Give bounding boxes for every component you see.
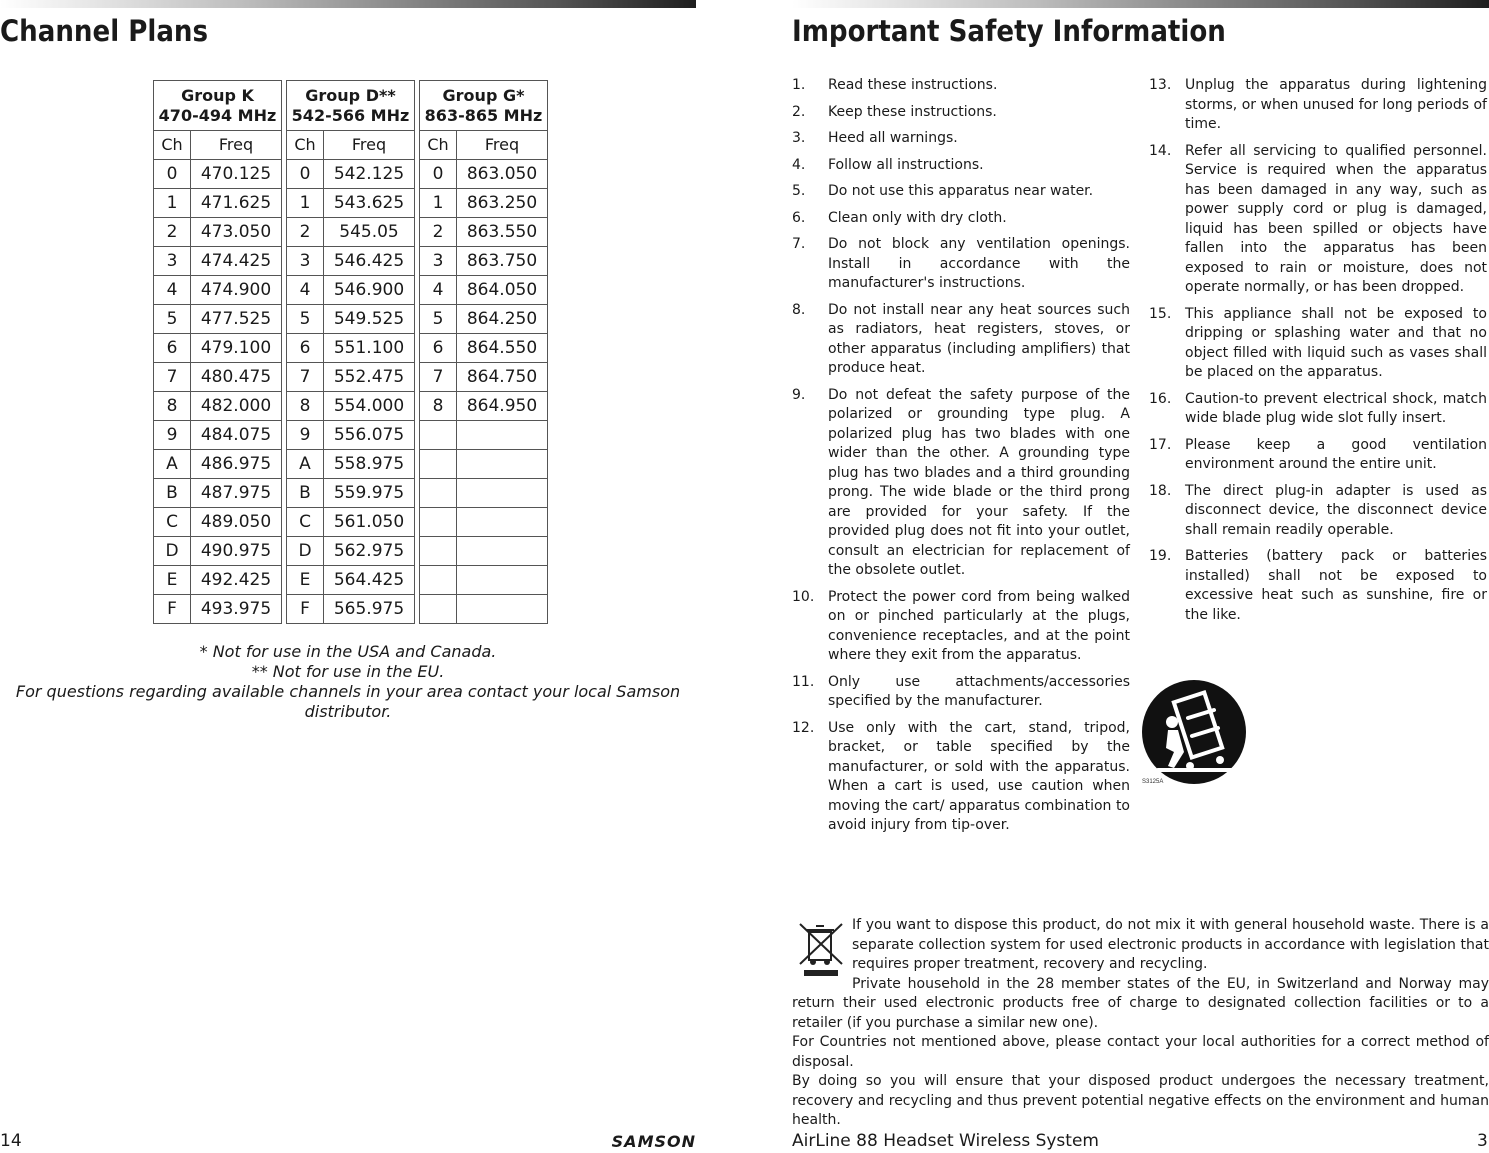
safety-item bbox=[792, 156, 1130, 176]
channel-cell bbox=[420, 508, 457, 537]
frequency-cell: 562.975 bbox=[324, 537, 415, 566]
channel-cell: 5 bbox=[420, 305, 457, 334]
channel-cell bbox=[420, 595, 457, 624]
frequency-cell: 863.050 bbox=[457, 160, 548, 189]
channel-cell: 7 bbox=[420, 363, 457, 392]
disposal-paragraph: If you want to dispose this product, do not mix it with general household waste. There is a separate collection system for used electronic products in accordance with legislation that requires proper treatment, recovery and recycling. bbox=[852, 917, 1489, 972]
table-group-header-row bbox=[154, 81, 548, 131]
safety-item-text: Batteries (battery pack or batteries installed) shall not be exposed to excessive heat such as sunshine, fire or the like. bbox=[1185, 548, 1487, 623]
frequency-cell: 542.125 bbox=[324, 160, 415, 189]
channel-cell: 1 bbox=[420, 189, 457, 218]
safety-item-number: 16. bbox=[1149, 390, 1172, 407]
table-row bbox=[154, 508, 548, 537]
right-page bbox=[792, 0, 1489, 1153]
frequency-cell bbox=[457, 450, 548, 479]
page-number: 14 bbox=[0, 1131, 22, 1151]
channel-cell bbox=[420, 421, 457, 450]
column-header-freq: Freq bbox=[191, 131, 282, 160]
frequency-cell bbox=[457, 479, 548, 508]
table-row bbox=[154, 566, 548, 595]
frequency-cell: 546.425 bbox=[324, 247, 415, 276]
channel-cell: E bbox=[154, 566, 191, 595]
disposal-paragraph: By doing so you will ensure that your disposed product undergoes the necessary treatment, recovery and recycling and thus prevent potential negative effects on the environment and human health. bbox=[792, 1073, 1489, 1128]
frequency-cell bbox=[457, 566, 548, 595]
channel-cell: 0 bbox=[154, 160, 191, 189]
column-header-ch: Ch bbox=[420, 131, 457, 160]
safety-item-number: 7. bbox=[792, 236, 806, 252]
column-header-freq: Freq bbox=[457, 131, 548, 160]
channel-cell: 6 bbox=[420, 334, 457, 363]
frequency-cell: 565.975 bbox=[324, 595, 415, 624]
table-row bbox=[154, 363, 548, 392]
footer-product-title: AirLine 88 Headset Wireless System bbox=[792, 1131, 1099, 1151]
channel-cell: 9 bbox=[287, 421, 324, 450]
channel-cell: C bbox=[287, 508, 324, 537]
frequency-cell: 474.900 bbox=[191, 276, 282, 305]
group-range: 470-494 MHz bbox=[158, 105, 277, 125]
channel-cell: 4 bbox=[154, 276, 191, 305]
channel-cell bbox=[420, 450, 457, 479]
safety-item-number: 5. bbox=[792, 183, 806, 199]
table-row bbox=[154, 421, 548, 450]
frequency-cell: 552.475 bbox=[324, 363, 415, 392]
frequency-cell: 489.050 bbox=[191, 508, 282, 537]
channel-cell: 3 bbox=[154, 247, 191, 276]
footnote-usa: * Not for use in the USA and Canada. bbox=[199, 642, 497, 661]
frequency-cell: 490.975 bbox=[191, 537, 282, 566]
safety-item-number: 8. bbox=[792, 301, 806, 318]
safety-item-text: The direct plug-in adapter is used as disconnect device, the disconnect device shall remain readily operable. bbox=[1185, 482, 1487, 538]
safety-item-number: 4. bbox=[792, 156, 806, 173]
safety-item bbox=[1149, 482, 1487, 541]
page-number: 3 bbox=[1477, 1131, 1488, 1151]
frequency-cell: 480.475 bbox=[191, 363, 282, 392]
channel-cell bbox=[420, 566, 457, 595]
frequency-cell: 864.550 bbox=[457, 334, 548, 363]
disposal-paragraph: Private household in the 28 member states of the EU, in Switzerland and Norway may return their used electronic products free of charge to designated collection facilities or to a retailer (if you purchase a similar new one). bbox=[792, 975, 1489, 1031]
safety-item-text: Please keep a good ventilation environment around the entire unit. bbox=[1185, 436, 1487, 472]
channel-cell: A bbox=[154, 450, 191, 479]
safety-item bbox=[792, 719, 1130, 836]
safety-item-number: 1. bbox=[792, 77, 806, 93]
frequency-cell: 554.000 bbox=[324, 392, 415, 421]
channel-cell: 6 bbox=[154, 334, 191, 363]
safety-item-number: 2. bbox=[792, 103, 806, 120]
left-page bbox=[0, 0, 696, 1153]
page-header-bar bbox=[792, 0, 1489, 8]
safety-list-column-1 bbox=[792, 76, 1130, 843]
safety-item-text: Only use attachments/accessories specified by the manufacturer. bbox=[828, 673, 1130, 709]
safety-item bbox=[792, 235, 1130, 294]
frequency-cell: 473.050 bbox=[191, 218, 282, 247]
frequency-cell: 863.550 bbox=[457, 218, 548, 247]
safety-item-text: Do not defeat the safety purpose of the polarized or grounding type plug. A polarized plug has two blades with one wider than the other. A grounding type plug has two blades and a third grounding prong. The wide blade or the third prong are provided for your safety. If the provided plug does not fit into your outlet, consult an electrician for replacement of the obsolete outlet. bbox=[828, 386, 1130, 578]
frequency-cell: 561.050 bbox=[324, 508, 415, 537]
channel-cell: C bbox=[154, 508, 191, 537]
frequency-cell: 493.975 bbox=[191, 595, 282, 624]
page-title: Important Safety Information bbox=[792, 14, 1226, 48]
frequency-cell: 492.425 bbox=[191, 566, 282, 595]
safety-item bbox=[1149, 436, 1487, 475]
frequency-cell: 487.975 bbox=[191, 479, 282, 508]
frequency-cell: 545.05 bbox=[324, 218, 415, 247]
frequency-cell bbox=[457, 508, 548, 537]
frequency-cell: 556.075 bbox=[324, 421, 415, 450]
frequency-cell: 482.000 bbox=[191, 392, 282, 421]
group-name: Group D** bbox=[305, 85, 396, 105]
channel-cell: 9 bbox=[154, 421, 191, 450]
safety-item-number: 6. bbox=[792, 209, 806, 226]
safety-item-text: Protect the power cord from being walked on or pinched particularly at the plugs, convenience receptacles, and at the point where they exit from the apparatus. bbox=[828, 588, 1130, 663]
channel-cell: 5 bbox=[287, 305, 324, 334]
group-k-header bbox=[154, 81, 282, 131]
page-title: Channel Plans bbox=[0, 14, 209, 48]
table-row bbox=[154, 479, 548, 508]
safety-item-number: 17. bbox=[1149, 436, 1172, 453]
channel-cell: 8 bbox=[154, 392, 191, 421]
channel-cell: 1 bbox=[154, 189, 191, 218]
safety-item-text: Do not install near any heat sources such as radiators, heat registers, stoves, or other apparatus (including amplifiers) that produce heat. bbox=[828, 301, 1130, 376]
footnote-distributor: For questions regarding available channels in your area contact your local Samson distributor. bbox=[15, 682, 681, 721]
channel-cell: 7 bbox=[287, 363, 324, 392]
channel-table-body bbox=[154, 160, 548, 624]
table-row bbox=[154, 189, 548, 218]
frequency-cell: 864.950 bbox=[457, 392, 548, 421]
cart-tipover-warning-icon bbox=[1140, 678, 1248, 786]
cart-symbol-caption: S3125A bbox=[1142, 779, 1164, 785]
safety-item-number: 15. bbox=[1149, 305, 1172, 322]
samson-logo: SAMSON bbox=[611, 1132, 696, 1151]
channel-cell: 2 bbox=[420, 218, 457, 247]
table-row bbox=[154, 218, 548, 247]
group-range: 542-566 MHz bbox=[291, 105, 410, 125]
channel-cell: D bbox=[287, 537, 324, 566]
safety-item-number: 3. bbox=[792, 130, 806, 146]
frequency-cell: 864.250 bbox=[457, 305, 548, 334]
safety-item bbox=[792, 76, 1130, 96]
footnote-eu: ** Not for use in the EU. bbox=[251, 662, 445, 681]
frequency-cell: 863.250 bbox=[457, 189, 548, 218]
group-d-header bbox=[287, 81, 415, 131]
table-row bbox=[154, 247, 548, 276]
column-header-freq: Freq bbox=[324, 131, 415, 160]
channel-cell: 8 bbox=[287, 392, 324, 421]
channel-cell: 0 bbox=[420, 160, 457, 189]
safety-item-text: Clean only with dry cloth. bbox=[828, 209, 1007, 226]
channel-plan-table bbox=[153, 80, 548, 624]
group-name: Group K bbox=[181, 85, 254, 105]
safety-item-number: 19. bbox=[1149, 548, 1172, 564]
frequency-cell: 474.425 bbox=[191, 247, 282, 276]
channel-cell: A bbox=[287, 450, 324, 479]
channel-cell: E bbox=[287, 566, 324, 595]
frequency-cell: 863.750 bbox=[457, 247, 548, 276]
table-column-header-row bbox=[154, 131, 548, 160]
safety-item-text: Follow all instructions. bbox=[828, 156, 984, 173]
frequency-cell: 484.075 bbox=[191, 421, 282, 450]
frequency-cell: 477.525 bbox=[191, 305, 282, 334]
safety-list-column-2 bbox=[1149, 76, 1487, 632]
safety-item-text: Unplug the apparatus during lightening storms, or when unused for long periods of time. bbox=[1185, 77, 1487, 132]
frequency-cell: 558.975 bbox=[324, 450, 415, 479]
table-row bbox=[154, 392, 548, 421]
page-header-bar bbox=[0, 0, 696, 8]
disposal-notice bbox=[792, 916, 1489, 1131]
channel-cell: 5 bbox=[154, 305, 191, 334]
safety-item-number: 11. bbox=[792, 673, 815, 690]
channel-cell: F bbox=[287, 595, 324, 624]
safety-item bbox=[792, 209, 1130, 229]
frequency-cell: 543.625 bbox=[324, 189, 415, 218]
safety-item-number: 10. bbox=[792, 588, 815, 605]
safety-item-text: Do not block any ventilation openings. Install in accordance with the manufacturer's instructions. bbox=[828, 236, 1130, 291]
channel-cell: 7 bbox=[154, 363, 191, 392]
safety-item-number: 12. bbox=[792, 719, 815, 736]
safety-item-text: Heed all warnings. bbox=[828, 130, 958, 146]
frequency-cell: 471.625 bbox=[191, 189, 282, 218]
channel-cell bbox=[420, 537, 457, 566]
channel-cell: 0 bbox=[287, 160, 324, 189]
channel-cell: F bbox=[154, 595, 191, 624]
safety-item bbox=[1149, 547, 1487, 625]
table-row bbox=[154, 595, 548, 624]
frequency-cell: 470.125 bbox=[191, 160, 282, 189]
frequency-cell: 559.975 bbox=[324, 479, 415, 508]
frequency-cell: 864.050 bbox=[457, 276, 548, 305]
safety-item bbox=[792, 182, 1130, 202]
frequency-cell bbox=[457, 595, 548, 624]
safety-item-text: Caution-to prevent electrical shock, match wide blade plug wide slot fully insert. bbox=[1185, 390, 1487, 426]
safety-item bbox=[1149, 76, 1487, 135]
channel-cell: 4 bbox=[420, 276, 457, 305]
table-row bbox=[154, 450, 548, 479]
table-row bbox=[154, 276, 548, 305]
crossed-out-bin-icon bbox=[796, 920, 846, 980]
safety-item-number: 18. bbox=[1149, 482, 1172, 499]
table-footnotes bbox=[0, 642, 696, 722]
safety-item bbox=[792, 386, 1130, 581]
channel-cell: B bbox=[287, 479, 324, 508]
channel-cell: 2 bbox=[154, 218, 191, 247]
frequency-cell: 479.100 bbox=[191, 334, 282, 363]
column-header-ch: Ch bbox=[287, 131, 324, 160]
disposal-paragraph: For Countries not mentioned above, please contact your local authorities for a correct method of disposal. bbox=[792, 1034, 1489, 1070]
channel-cell: 2 bbox=[287, 218, 324, 247]
safety-item-text: Keep these instructions. bbox=[828, 103, 997, 120]
safety-item-number: 13. bbox=[1149, 77, 1172, 93]
group-g-header bbox=[420, 81, 548, 131]
safety-item-text: This appliance shall not be exposed to dripping or splashing water and that no object filled with liquid such as vases shall be placed on the apparatus. bbox=[1185, 305, 1487, 380]
safety-item bbox=[1149, 142, 1487, 298]
safety-item bbox=[792, 301, 1130, 379]
frequency-cell: 564.425 bbox=[324, 566, 415, 595]
safety-item-number: 9. bbox=[792, 386, 806, 403]
table-row bbox=[154, 305, 548, 334]
table-row bbox=[154, 334, 548, 363]
channel-cell: 6 bbox=[287, 334, 324, 363]
safety-item bbox=[792, 673, 1130, 712]
channel-cell: B bbox=[154, 479, 191, 508]
channel-cell: 3 bbox=[420, 247, 457, 276]
channel-cell: D bbox=[154, 537, 191, 566]
safety-item-text: Read these instructions. bbox=[828, 77, 998, 93]
frequency-cell: 551.100 bbox=[324, 334, 415, 363]
safety-item-text: Use only with the cart, stand, tripod, bracket, or table specified by the manufacturer, or sold with the apparatus. When a cart is used, use caution when moving the cart/ apparatus combination to avoid injury from tip-over. bbox=[828, 719, 1130, 833]
table-row bbox=[154, 160, 548, 189]
channel-cell: 3 bbox=[287, 247, 324, 276]
safety-item-text: Do not use this apparatus near water. bbox=[828, 183, 1094, 199]
channel-cell bbox=[420, 479, 457, 508]
safety-item bbox=[1149, 305, 1487, 383]
safety-item bbox=[792, 588, 1130, 666]
channel-cell: 8 bbox=[420, 392, 457, 421]
frequency-cell bbox=[457, 537, 548, 566]
group-name: Group G* bbox=[442, 85, 525, 105]
frequency-cell: 546.900 bbox=[324, 276, 415, 305]
frequency-cell: 486.975 bbox=[191, 450, 282, 479]
group-range: 863-865 MHz bbox=[424, 105, 543, 125]
safety-item-text: Refer all servicing to qualified personnel. Service is required when the apparatus has been damaged in any way, such as power supply cord or plug is damaged, liquid has been spilled or objects have fallen into the apparatus has been exposed to rain or moisture, does not operate normally, or has been dropped. bbox=[1185, 142, 1487, 295]
column-header-ch: Ch bbox=[154, 131, 191, 160]
safety-item bbox=[792, 129, 1130, 149]
channel-cell: 1 bbox=[287, 189, 324, 218]
channel-cell: 4 bbox=[287, 276, 324, 305]
safety-item-number: 14. bbox=[1149, 142, 1172, 159]
frequency-cell: 864.750 bbox=[457, 363, 548, 392]
frequency-cell bbox=[457, 421, 548, 450]
safety-item bbox=[792, 103, 1130, 123]
table-row bbox=[154, 537, 548, 566]
safety-item bbox=[1149, 390, 1487, 429]
frequency-cell: 549.525 bbox=[324, 305, 415, 334]
